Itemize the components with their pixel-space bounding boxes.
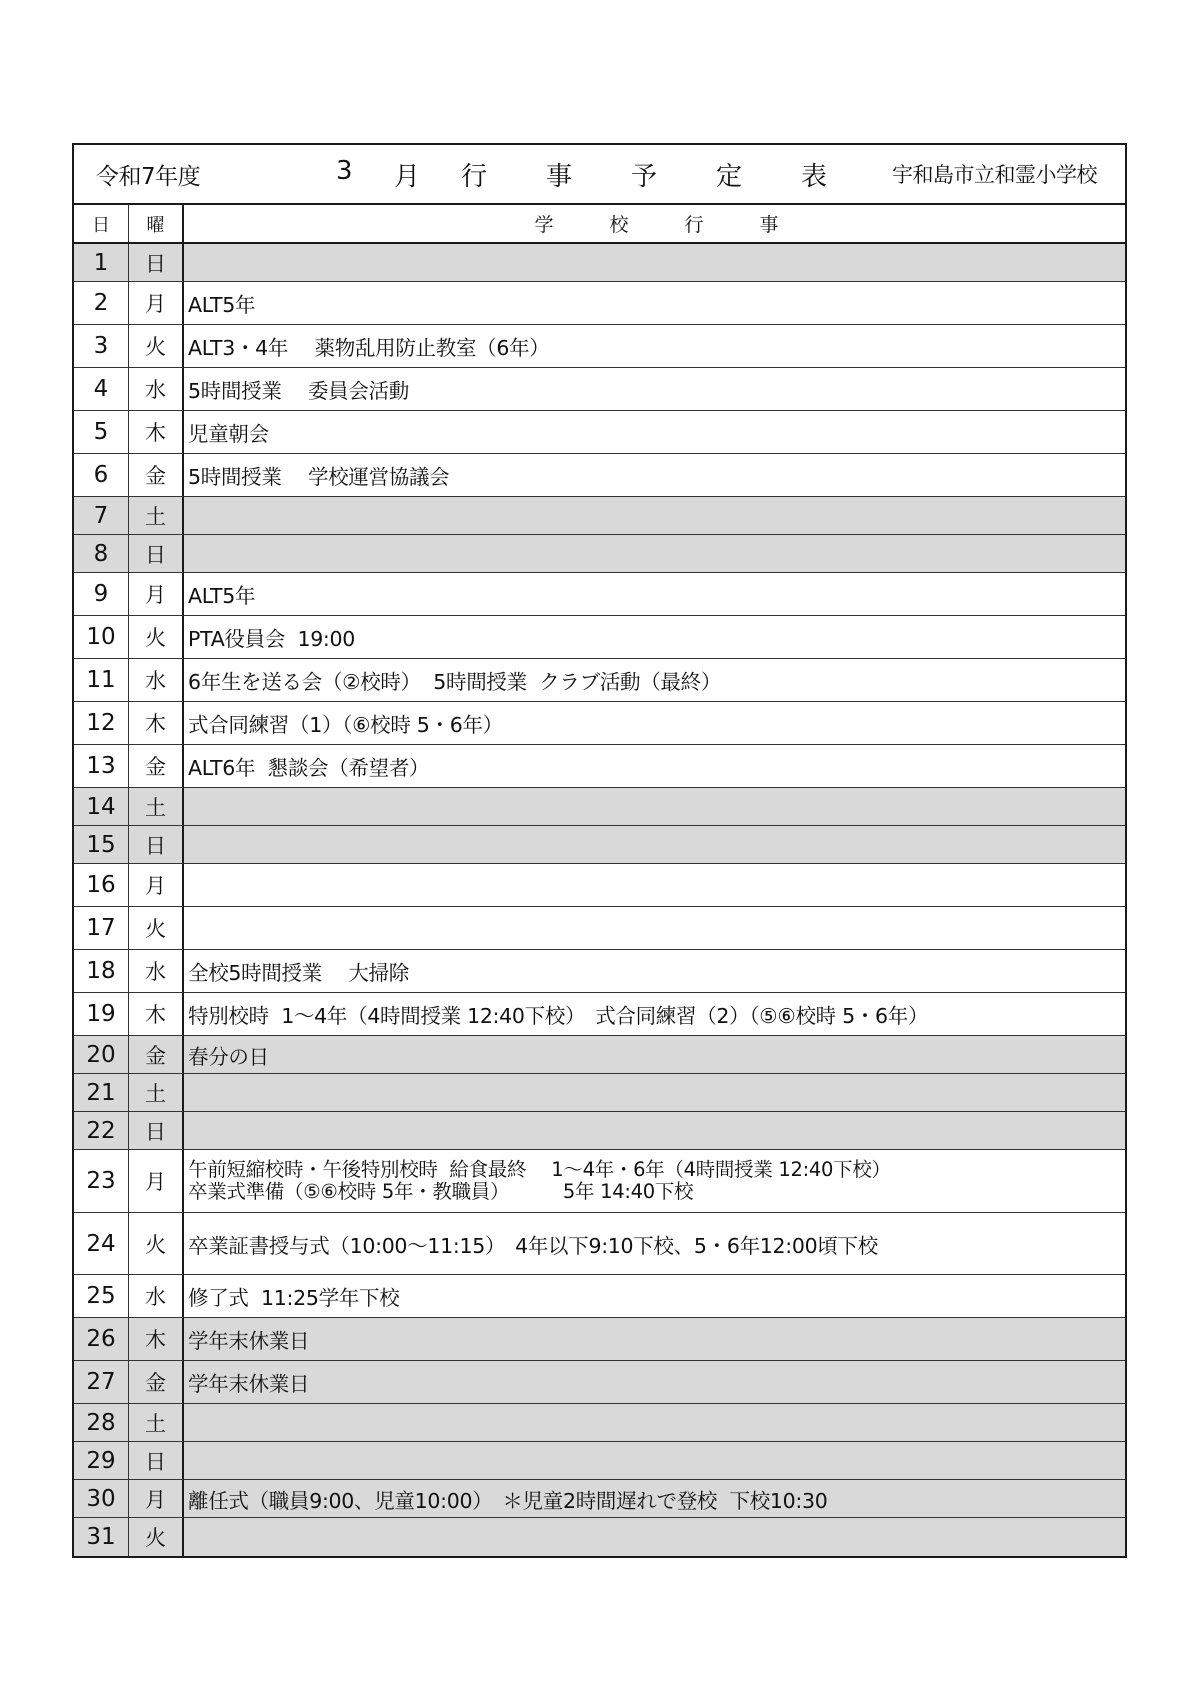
table-row [74,535,1125,573]
events-cell [184,282,1125,324]
weekday-cell: 土 [129,1074,184,1111]
events-cell [184,1275,1125,1317]
table-row [74,1404,1125,1442]
day-cell: 20 [74,1036,129,1073]
weekday-cell: 水 [129,950,184,992]
events-cell [184,1036,1125,1073]
weekday-cell: 金 [129,1361,184,1403]
weekday-cell: 火 [129,616,184,658]
events-cell [184,1150,1125,1212]
day-cell: 3 [74,325,129,367]
weekday-cell: 木 [129,993,184,1035]
events-cell [184,1518,1125,1556]
event-text: ALT6年 懇談会（希望者） [188,756,430,780]
events-cell [184,826,1125,863]
weekday-cell: 木 [129,411,184,453]
day-cell: 11 [74,659,129,701]
weekday-cell: 金 [129,745,184,787]
weekday-cell: 土 [129,788,184,825]
fiscal-year-label: 令和7年度 [96,163,201,190]
event-text: 学年末休業日 [188,1372,310,1396]
table-row [74,1442,1125,1480]
table-row [74,325,1125,368]
event-text: 5時間授業 学校運営協議会 [188,465,450,489]
column-header-events [184,205,1125,242]
column-header-weekday: 曜 [129,205,184,242]
events-cell [184,1074,1125,1111]
day-cell: 7 [74,497,129,534]
school-name: 宇和島市立和霊小学校 [892,163,1097,187]
table-row [74,1518,1125,1556]
events-cell [184,1112,1125,1149]
events-cell [184,1442,1125,1479]
weekday-cell: 水 [129,368,184,410]
events-cell [184,497,1125,534]
table-row [74,411,1125,454]
weekday-cell: 金 [129,454,184,496]
table-row [74,1361,1125,1404]
table-row [74,659,1125,702]
table-row [74,573,1125,616]
weekday-cell: 木 [129,702,184,744]
event-text: 全校5時間授業 大掃除 [188,961,409,985]
day-cell: 27 [74,1361,129,1403]
weekday-cell: 土 [129,497,184,534]
day-cell: 12 [74,702,129,744]
events-cell [184,1480,1125,1517]
events-cell [184,993,1125,1035]
weekday-cell: 日 [129,535,184,572]
day-cell: 13 [74,745,129,787]
events-cell [184,702,1125,744]
weekday-cell: 月 [129,1150,184,1212]
weekday-cell: 火 [129,907,184,949]
day-cell: 4 [74,368,129,410]
event-text: 卒業証書授与式（10:00～11:15） 4年以下9:10下校、5・6年12:00頃下校 [188,1233,878,1258]
table-row [74,616,1125,659]
table-row [74,788,1125,826]
weekday-cell: 日 [129,1112,184,1149]
events-cell [184,1318,1125,1360]
weekday-cell: 火 [129,1518,184,1556]
table-row [74,497,1125,535]
day-cell: 15 [74,826,129,863]
event-text: 修了式 11:25学年下校 [188,1286,400,1310]
event-text: PTA役員会 19:00 [188,627,356,651]
events-cell [184,454,1125,496]
day-cell: 26 [74,1318,129,1360]
table-row [74,1480,1125,1518]
weekday-cell: 火 [129,325,184,367]
day-cell: 2 [74,282,129,324]
events-cell [184,573,1125,615]
schedule-rows [74,244,1125,1556]
table-row [74,282,1125,325]
event-text: 離任式（職員9:00、児童10:00） ＊児童2時間遅れで登校 下校10:30 [188,1488,828,1513]
events-cell [184,1361,1125,1403]
column-header-row [74,205,1125,244]
day-cell: 21 [74,1074,129,1111]
day-cell: 16 [74,864,129,906]
day-cell: 29 [74,1442,129,1479]
day-cell: 28 [74,1404,129,1441]
title-char: 月 [394,161,421,192]
weekday-cell: 金 [129,1036,184,1073]
event-text: ALT5年 [188,584,256,608]
weekday-cell: 月 [129,573,184,615]
events-cell [184,535,1125,572]
day-cell: 22 [74,1112,129,1149]
event-text: 式合同練習（1）（⑥校時 5・6年） [188,713,503,737]
day-cell: 25 [74,1275,129,1317]
day-cell: 18 [74,950,129,992]
table-row [74,1074,1125,1112]
events-cell [184,1404,1125,1441]
title-row [74,145,1125,205]
events-cell [184,325,1125,367]
events-cell [184,368,1125,410]
day-cell: 24 [74,1213,129,1274]
weekday-cell: 水 [129,1275,184,1317]
events-cell [184,411,1125,453]
title-char: 行 [461,161,488,192]
events-cell [184,745,1125,787]
table-row [74,907,1125,950]
event-text: 特別校時 1～4年（4時間授業 12:40下校） 式合同練習（2）（⑤⑥校時 5・6年） [188,1004,929,1028]
table-row [74,826,1125,864]
column-header-day: 日 [74,205,129,242]
event-text: 卒業式準備（⑤⑥校時 5年・教職員） 5年 14:40下校 [188,1180,694,1203]
events-cell [184,864,1125,906]
event-text: 5時間授業 委員会活動 [188,379,409,403]
table-row [74,454,1125,497]
events-cell [184,950,1125,992]
title-char: 定 [716,161,743,192]
weekday-cell: 日 [129,244,184,281]
table-row [74,702,1125,745]
table-row [74,1213,1125,1275]
day-cell: 9 [74,573,129,615]
header-char: 行 [684,214,704,236]
day-cell: 6 [74,454,129,496]
event-text: ALT5年 [188,293,256,317]
events-cell [184,616,1125,658]
day-cell: 19 [74,993,129,1035]
day-cell: 30 [74,1480,129,1517]
table-row [74,1150,1125,1213]
table-row [74,1036,1125,1074]
header-char: 学 [534,214,554,236]
table-row [74,1318,1125,1361]
weekday-cell: 月 [129,282,184,324]
title-char: 表 [801,161,828,192]
page-title [336,156,827,193]
table-row [74,993,1125,1036]
title-char: 予 [631,161,658,192]
schedule-table [72,143,1127,1558]
day-cell: 1 [74,244,129,281]
table-row [74,1112,1125,1150]
weekday-cell: 日 [129,1442,184,1479]
weekday-cell: 月 [129,864,184,906]
events-cell [184,244,1125,281]
event-text: 学年末休業日 [188,1329,310,1353]
day-cell: 23 [74,1150,129,1212]
weekday-cell: 水 [129,659,184,701]
header-char: 事 [759,214,779,236]
table-row [74,950,1125,993]
table-row [74,745,1125,788]
day-cell: 8 [74,535,129,572]
event-text: 6年生を送る会（②校時） 5時間授業 クラブ活動（最終） [188,670,722,694]
weekday-cell: 月 [129,1480,184,1517]
day-cell: 31 [74,1518,129,1556]
table-row [74,864,1125,907]
day-cell: 17 [74,907,129,949]
event-text: 児童朝会 [188,422,269,446]
day-cell: 10 [74,616,129,658]
weekday-cell: 日 [129,826,184,863]
event-text: 午前短縮校時・午後特別校時 給食最終 1～4年・6年（4時間授業 12:40下校） [188,1158,891,1181]
title-char: 3 [336,155,353,186]
table-row [74,1275,1125,1318]
weekday-cell: 土 [129,1404,184,1441]
events-cell [184,788,1125,825]
day-cell: 14 [74,788,129,825]
events-cell [184,659,1125,701]
weekday-cell: 木 [129,1318,184,1360]
event-text: 春分の日 [188,1044,269,1069]
title-char: 事 [546,161,573,192]
events-cell [184,1213,1125,1274]
events-cell [184,907,1125,949]
table-row [74,244,1125,282]
table-row [74,368,1125,411]
header-char: 校 [609,214,629,236]
event-text: ALT3・4年 薬物乱用防止教室（6年） [188,336,550,360]
weekday-cell: 火 [129,1213,184,1274]
day-cell: 5 [74,411,129,453]
